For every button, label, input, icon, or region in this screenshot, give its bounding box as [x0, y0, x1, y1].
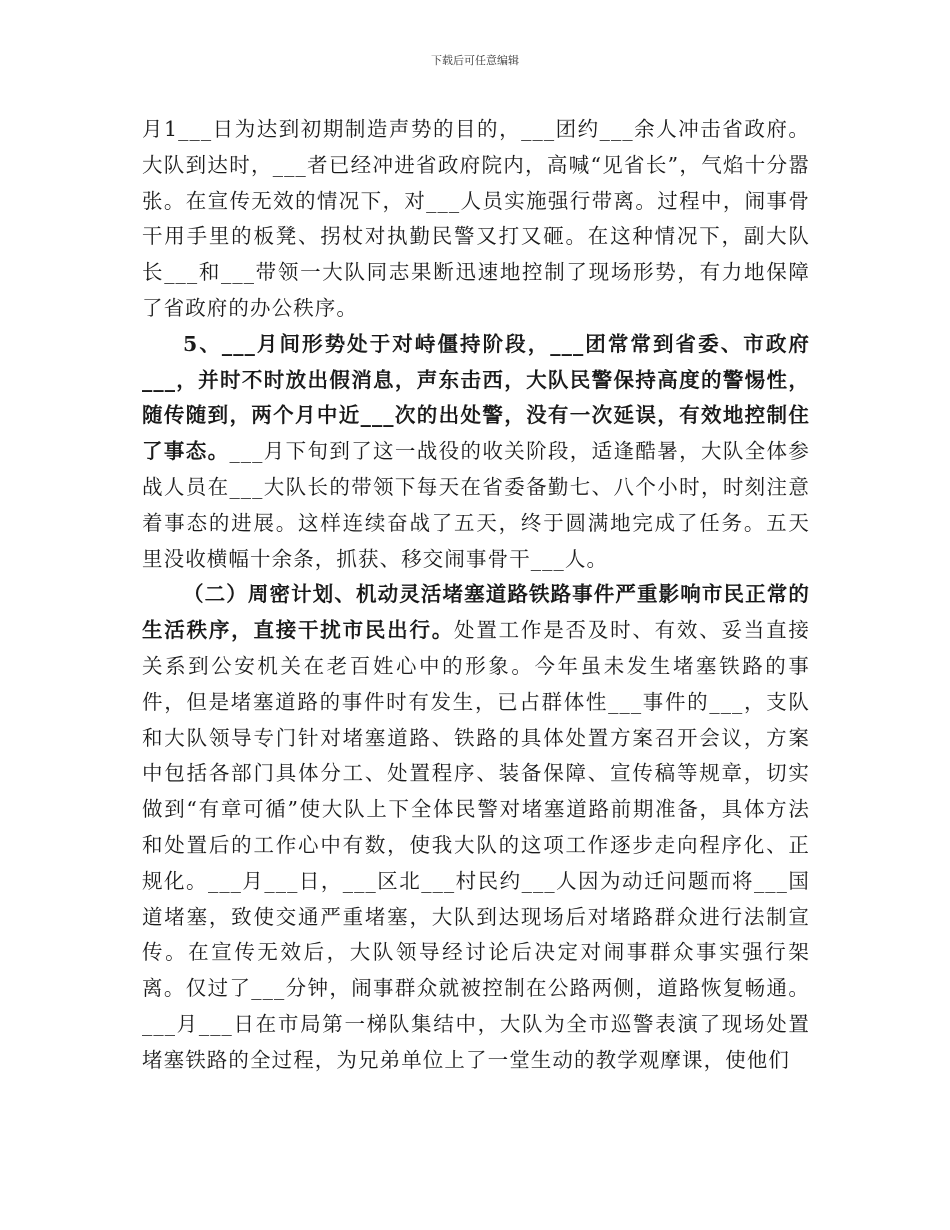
- paragraph-1: [142, 112, 810, 327]
- paragraph-2: [142, 327, 810, 578]
- paragraph-1-text: 月1___日为达到初期制造声势的目的，___团约___余人冲击省政府。大队到达时，___者已经冲进省政府院内，高喊“见省长”，气焰十分嚣张。在宣传无效的情况下，对___人员实施强行带离。过程中，闹事骨干用手里的板凳、拐杖对执勤民警又打又砸。在这种情况下，副大队长___和___带领一大队同志果断迅速地控制了现场形势，有力地保障了省政府的办公秩序。: [142, 117, 810, 320]
- page-header: 下载后可任意编辑: [431, 54, 519, 67]
- paragraph-2-bold-text: 5、___月间形势处于对峙僵持阶段，___团常常到省委、市政府___，并时不时放出假消息，声东击西，大队民警保持高度的警惕性，随传随到，两个月中近___次的出处警，没有一次延误，有效地控制住了事态。: [142, 331, 810, 464]
- paragraph-3-bold-heading: （二）周密计划、机动灵活堵塞道路铁路事件严重影响市民正常的生活秩序，直接干扰市民出行。: [142, 582, 810, 643]
- paragraph-3-text: 处置工作是否及时、有效、妥当直接关系到公安机关在老百姓心中的形象。今年虽未发生堵塞铁路的事件，但是堵塞道路的事件时有发生，已占群体性___事件的___，支队和大队领导专门针对堵塞道路、铁路的具体处置方案召开会议，方案中包括各部门具体分工、处置程序、装备保障、宣传稿等规章，切实做到“有章可循”使大队上下全体民警对堵塞道路前期准备，具体方法和处置后的工作心中有数，使我大队的这项工作逐步走向程序化、正规化。___月___日，___区北___村民约___人因为动迁问题而将___国道堵塞，致使交通严重堵塞，大队到达现场后对堵路群众进行法制宣传。在宣传无效后，大队领导经讨论后决定对闹事群众事实强行架离。仅过了___分钟，闹事群众就被控制在公路两侧，道路恢复畅通。___月___日在市局第一梯队集结中，大队为全市巡警表演了现场处置堵塞铁路的全过程，为兄弟单位上了一堂生动的教学观摩课，使他们: [142, 618, 810, 1072]
- paragraph-3: [142, 577, 810, 1078]
- paragraph-2-text: ___月下旬到了这一战役的收关阶段，适逢酷暑，大队全体参战人员在___大队长的带领下每天在省委备勤七、八个小时，时刻注意着事态的进展。这样连续奋战了五天，终于圆满地完成了任务。五天里没收横幅十余条，抓获、移交闹事骨干___人。: [142, 439, 810, 571]
- document-body: [142, 112, 810, 1079]
